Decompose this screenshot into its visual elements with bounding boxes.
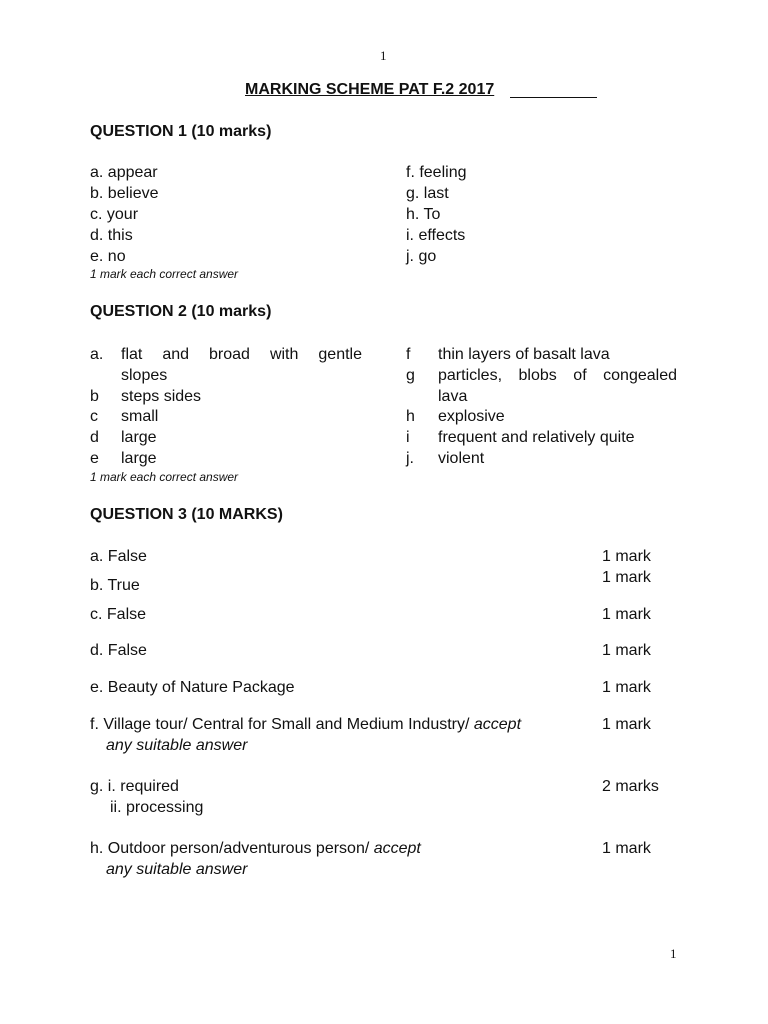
title-underline bbox=[510, 97, 597, 98]
q3-answer-f-text: f. Village tour/ Central for Small and Medium Industry/ bbox=[90, 716, 474, 733]
page-number-bottom: 1 bbox=[670, 946, 677, 961]
q3-mark-a: 1 mark bbox=[602, 548, 651, 565]
q3-answer-h bbox=[90, 840, 421, 858]
question-2-heading: QUESTION 2 (10 marks) bbox=[90, 303, 272, 320]
q2-answer-i: frequent and relatively quite bbox=[438, 429, 635, 446]
q2-mark-note: 1 mark each correct answer bbox=[90, 470, 239, 484]
q3-answer-h-text: h. Outdoor person/adventurous person/ bbox=[90, 840, 374, 857]
question-1-heading: QUESTION 1 (10 marks) bbox=[90, 123, 272, 140]
q2-label-c: c bbox=[90, 408, 98, 425]
q2-label-e: e bbox=[90, 450, 99, 467]
q3-answer-g: g. i. required bbox=[90, 778, 179, 795]
q1-answer-a: a. appear bbox=[90, 164, 158, 181]
page-number-top: 1 bbox=[380, 48, 387, 63]
q3-mark-c: 1 mark bbox=[602, 606, 651, 623]
q1-answer-g: g. last bbox=[406, 185, 449, 202]
q1-mark-note: 1 mark each correct answer bbox=[90, 267, 239, 281]
q3-answer-c: c. False bbox=[90, 606, 147, 623]
q2-label-i: i bbox=[406, 429, 410, 446]
q3-mark-b: 1 mark bbox=[602, 569, 651, 586]
q3-mark-e: 1 mark bbox=[602, 679, 651, 696]
q2-label-g: g bbox=[406, 367, 415, 384]
q3-answer-f-line2: any suitable answer bbox=[106, 737, 248, 754]
q3-answer-a: a. False bbox=[90, 548, 147, 565]
q2-answer-f: thin layers of basalt lava bbox=[438, 346, 610, 363]
q2-answer-g-line2: lava bbox=[438, 388, 468, 405]
q2-answer-a-line2: slopes bbox=[121, 367, 168, 384]
q3-answer-h-accept: accept bbox=[373, 840, 421, 857]
q3-mark-g: 2 marks bbox=[602, 778, 659, 795]
q1-answer-d: d. this bbox=[90, 227, 133, 244]
q3-mark-d: 1 mark bbox=[602, 642, 651, 659]
q3-answer-f-accept: accept bbox=[473, 716, 522, 733]
q3-answer-f bbox=[90, 716, 521, 734]
q2-answer-a-line1: flat and broad with gentle bbox=[121, 346, 362, 363]
q1-answer-b: b. believe bbox=[90, 185, 159, 202]
q3-answer-e: e. Beauty of Nature Package bbox=[90, 679, 295, 696]
q3-answer-g-line2: ii. processing bbox=[110, 799, 204, 816]
q2-label-b: b bbox=[90, 388, 99, 405]
q3-answer-h-line2: any suitable answer bbox=[106, 861, 248, 878]
q2-answer-e: large bbox=[121, 450, 157, 467]
q2-label-f: f bbox=[406, 346, 411, 363]
q2-answer-c: small bbox=[121, 408, 159, 425]
q1-answer-i: i. effects bbox=[406, 227, 466, 244]
q2-label-j: j. bbox=[406, 450, 414, 467]
q2-answer-j: violent bbox=[438, 450, 485, 467]
question-3-heading: QUESTION 3 (10 MARKS) bbox=[90, 506, 283, 523]
q1-answer-f: f. feeling bbox=[406, 164, 467, 181]
q1-answer-e: e. no bbox=[90, 248, 126, 265]
q2-answer-h: explosive bbox=[438, 408, 505, 425]
q2-answer-b: steps sides bbox=[121, 388, 202, 405]
q3-mark-h: 1 mark bbox=[602, 840, 651, 857]
q2-answer-d: large bbox=[121, 429, 157, 446]
q1-answer-c: c. your bbox=[90, 206, 139, 223]
q1-answer-j: j. go bbox=[406, 248, 437, 265]
q1-answer-h: h. To bbox=[406, 206, 441, 223]
q2-label-h: h bbox=[406, 408, 415, 425]
q2-label-a: a. bbox=[90, 346, 104, 363]
q3-answer-d: d. False bbox=[90, 642, 147, 659]
q3-mark-f: 1 mark bbox=[602, 716, 651, 733]
q3-answer-b: b. True bbox=[90, 577, 140, 594]
q2-label-d: d bbox=[90, 429, 99, 446]
page-title: MARKING SCHEME PAT F.2 2017 bbox=[245, 81, 495, 98]
q2-answer-g-line1: particles, blobs of congealed bbox=[438, 367, 677, 384]
